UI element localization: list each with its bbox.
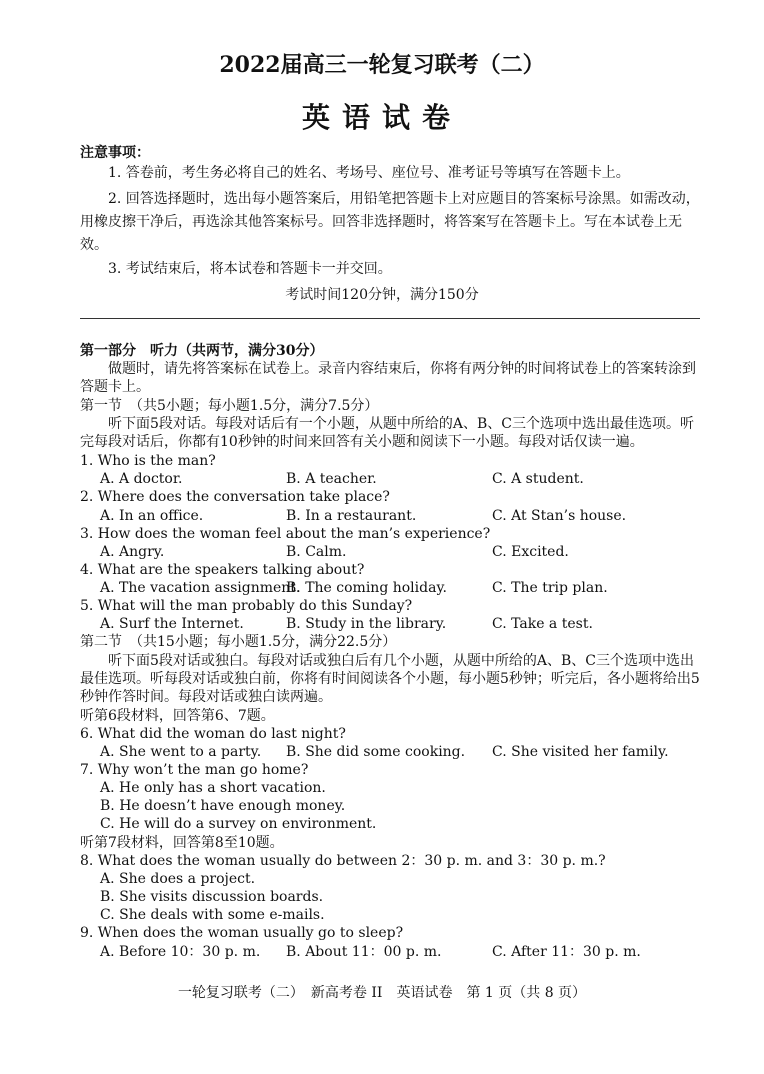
option-a: A. In an office. (100, 508, 204, 524)
option-c: C. Excited. (492, 544, 569, 560)
option-b: B. Calm. (286, 544, 347, 560)
section1-heading: 第一节 （共5小题；每小题1.5分，满分7.5分） (80, 398, 379, 414)
option-c: C. She visited her family. (492, 744, 669, 760)
option-b: B. About 11：00 p. m. (286, 944, 442, 960)
option-c: C. Take a test. (492, 616, 593, 632)
option-c: C. After 11：30 p. m. (492, 944, 641, 960)
option-a: A. She went to a party. (100, 744, 262, 760)
material-6-instruction: 听第6段材料，回答第6、7题。 (80, 708, 275, 724)
notice-heading: 注意事项： (80, 145, 150, 161)
option-a: A. Before 10：30 p. m. (100, 944, 261, 960)
exam-time: 考试时间120分钟，满分150分 (285, 287, 479, 303)
option-b: B. Study in the library. (286, 616, 447, 632)
option-b: B. A teacher. (286, 471, 377, 487)
page-footer: 一轮复习联考（二） 新高考卷 II 英语试卷 第 1 页（共 8 页） (177, 985, 587, 1001)
option-b: B. The coming holiday. (286, 580, 447, 596)
option-c: C. The trip plan. (492, 580, 608, 596)
option-b: B. She did some cooking. (286, 744, 466, 760)
part1-heading: 第一部分 听力（共两节，满分30分） (80, 343, 324, 359)
exam-title: 2022届高三一轮复习联考（二） (219, 52, 545, 78)
exam-page: 2022届高三一轮复习联考（二） 英语试卷 注意事项： 1. 答卷前，考生务必将自己的姓名、考场号、座位号、准考证号等填写在答题卡上。 2. 回答选择题时，选出每小题答案后，用铅笔把答题卡上对应题目的答案标号涂黑。如需改动，用橡皮擦干净后，再选涂其他答案标号。回答非选择题时，将答案写在答题卡上。写在本试卷上无效。 3. 考试结束后，将本试卷和答题卡一并交回。 考试时间120分钟，满分150分 第一部分 听力（共两节，满分30分） 做题时，请先将答案标在试卷上。录音内容结束后，你将有两分钟的时间将试卷上的答案转涂到答题卡上。 第一节 （共5小题；每小题1.5分，满分7.5分） 听下面5段对话。每段对话后有一个小题，从题中所给的A、B、C三个选项中选出最佳选项。听完每段对话后，你都有10秒钟的时间来回答有关小题和阅读下一小题。每段对话仅读一遍。 1. Who is the man? A. A doctor. B. A teacher. C. A student. 2. Where does the conversation take place? A. In an office. B. In a restaurant. C. At Stan’s house. 3. How does the woman feel about the man’s experience? A. Angry. B. Calm. C. Excited. 4. What are the speakers talking about? A. The vacation assignment. B. The coming holiday. C. The trip plan. 5. What will the man probably do this Sunday? A. Surf the Internet. B. Study in the library. C. Take a test. 第二节 （共15小题；每小题1.5分，满分22.5分） 听下面5段对话或独白。每段对话或独白后有几个小题，从题中所给的A、B、C三个选项中选出最佳选项。听每段对话或独白前，你将有时间阅读各个小题，每小题5秒钟；听完后，各小题将给出5秒钟作答时间。每段对话或独白读两遍。 听第6段材料，回答第6、7题。 6. What did the woman do last night? A. She went to a party. B. She did some cooking. C. She visited her family. 7. Why won’t the man go home? A. He only has a short vacation. B. He doesn’t have enough money. C. He will do a survey on environment. 听第7段材料，回答第8至10题。 8. What does the woman usually do between 2：30 p. m. and 3：30 p. m.? A. She does a project. B. She visits discussion boards. C. She deals with some e-mails. 9. When does the woman usually go to sleep? A. Before 10：30 p. m. B. About 11：00 p. m. C. After 11：30 p. m. 一轮复习联考（二） 新高考卷 II 英语试卷 第 1 页（共 8 页） (0, 0, 764, 1074)
section2-intro: 听下面5段对话或独白。每段对话或独白后有几个小题，从题中所给的A、B、C三个选项中选出最佳选项。听每段对话或独白前，你将有时间阅读各个小题，每小题5秒钟；听完后，各小题将给出5秒钟作答时间。每段对话或独白读两遍。 (80, 653, 700, 705)
section1-intro: 听下面5段对话。每段对话后有一个小题，从题中所给的A、B、C三个选项中选出最佳选项。听完每段对话后，你都有10秒钟的时间来回答有关小题和阅读下一小题。每段对话仅读一遍。 (80, 416, 695, 450)
option-a: A. A doctor. (100, 471, 183, 487)
section2-heading: 第二节 （共15小题；每小题1.5分，满分22.5分） (80, 634, 397, 650)
option-a: A. The vacation assignment. (100, 580, 301, 596)
option-c: C. At Stan’s house. (492, 508, 627, 524)
option-a: A. Angry. (100, 544, 165, 560)
divider (80, 318, 700, 319)
notice-item-3: 3. 考试结束后，将本试卷和答题卡一并交回。 (108, 261, 392, 277)
option-c: C. A student. (492, 471, 584, 487)
option-b: B. In a restaurant. (286, 508, 417, 524)
notice-item-2: 2. 回答选择题时，选出每小题答案后，用铅笔把答题卡上对应题目的答案标号涂黑。如需改动，用橡皮擦干净后，再选涂其他答案标号。回答非选择题时，将答案写在答题卡上。写在本试卷上无效。 (80, 191, 700, 253)
option-a: A. Surf the Internet. (100, 616, 244, 632)
material-7-instruction: 听第7段材料，回答第8至10题。 (80, 835, 284, 851)
part1-intro: 做题时，请先将答案标在试卷上。录音内容结束后，你将有两分钟的时间将试卷上的答案转涂到答题卡上。 (80, 361, 696, 395)
exam-subtitle: 英语试卷 (301, 101, 462, 134)
notice-item-1: 1. 答卷前，考生务必将自己的姓名、考场号、座位号、准考证号等填写在答题卡上。 (108, 165, 630, 181)
